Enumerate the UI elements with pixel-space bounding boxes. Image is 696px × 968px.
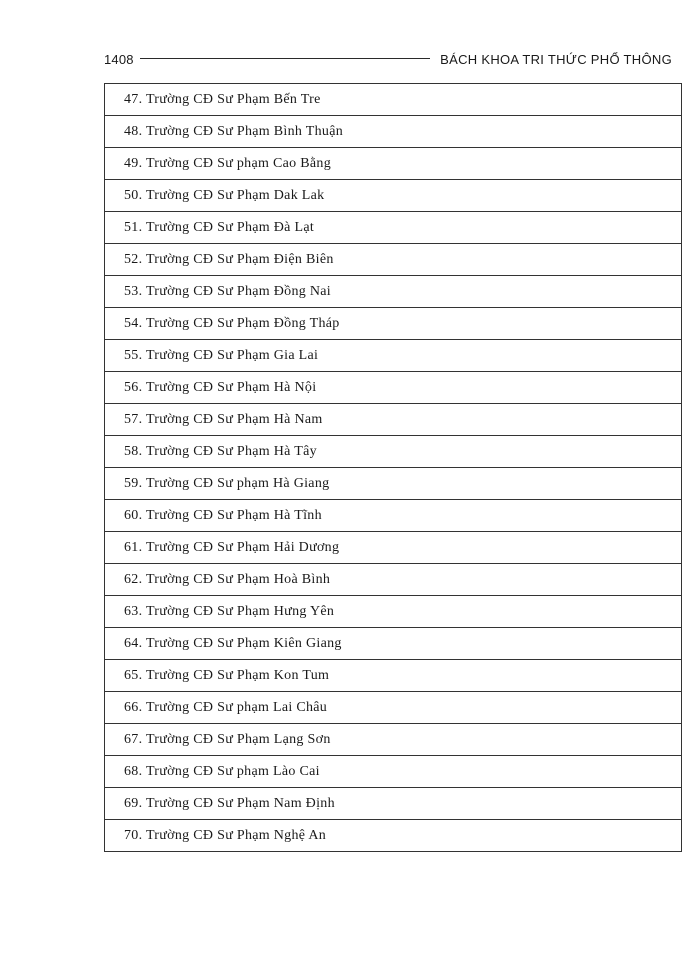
college-name: 51. Trường CĐ Sư Phạm Đà Lạt [124, 219, 315, 235]
table-row [105, 404, 681, 436]
college-name: 57. Trường CĐ Sư Phạm Hà Nam [124, 411, 323, 427]
table-row [105, 564, 681, 596]
table-row [105, 596, 681, 628]
college-name: 56. Trường CĐ Sư Phạm Hà Nội [124, 379, 317, 395]
running-title: BÁCH KHOA TRI THỨC PHỔ THÔNG [440, 51, 672, 67]
table-row [105, 84, 681, 116]
page-header [104, 49, 672, 69]
college-name: 54. Trường CĐ Sư Phạm Đồng Tháp [124, 315, 340, 331]
college-name: 65. Trường CĐ Sư Phạm Kon Tum [124, 667, 330, 683]
college-name: 52. Trường CĐ Sư Phạm Điện Biên [124, 251, 334, 267]
table-row [105, 340, 681, 372]
table-row [105, 436, 681, 468]
table-row [105, 212, 681, 244]
college-name: 66. Trường CĐ Sư phạm Lai Châu [124, 699, 328, 715]
table-row [105, 532, 681, 564]
college-name: 47. Trường CĐ Sư Phạm Bến Tre [124, 91, 321, 107]
table-row [105, 116, 681, 148]
college-name: 55. Trường CĐ Sư Phạm Gia Lai [124, 347, 319, 363]
page-number: 1408 [104, 51, 134, 67]
college-name: 62. Trường CĐ Sư Phạm Hoà Bình [124, 571, 331, 587]
table-row [105, 148, 681, 180]
table-row [105, 756, 681, 788]
college-name: 58. Trường CĐ Sư Phạm Hà Tây [124, 443, 317, 459]
table-row [105, 500, 681, 532]
table-row [105, 308, 681, 340]
college-name: 59. Trường CĐ Sư phạm Hà Giang [124, 475, 330, 491]
table-row [105, 244, 681, 276]
college-name: 63. Trường CĐ Sư Phạm Hưng Yên [124, 603, 335, 619]
table-row [105, 724, 681, 756]
college-name: 48. Trường CĐ Sư Phạm Bình Thuận [124, 123, 344, 139]
header-rule [140, 58, 430, 59]
table-row [105, 468, 681, 500]
college-name: 61. Trường CĐ Sư Phạm Hải Dương [124, 539, 340, 555]
college-name: 49. Trường CĐ Sư phạm Cao Bằng [124, 155, 331, 171]
college-name: 64. Trường CĐ Sư Phạm Kiên Giang [124, 635, 342, 651]
college-name: 69. Trường CĐ Sư Phạm Nam Định [124, 795, 335, 811]
table-row [105, 180, 681, 212]
college-list-table [104, 83, 682, 852]
college-name: 50. Trường CĐ Sư Phạm Dak Lak [124, 187, 325, 203]
table-row [105, 788, 681, 820]
table-row [105, 660, 681, 692]
college-name: 60. Trường CĐ Sư Phạm Hà Tĩnh [124, 507, 322, 523]
table-row [105, 692, 681, 724]
table-row [105, 276, 681, 308]
college-name: 68. Trường CĐ Sư phạm Lào Cai [124, 763, 320, 779]
table-row [105, 372, 681, 404]
college-name: 67. Trường CĐ Sư Phạm Lạng Sơn [124, 731, 331, 747]
college-name: 70. Trường CĐ Sư Phạm Nghệ An [124, 827, 327, 843]
table-row [105, 628, 681, 660]
college-name: 53. Trường CĐ Sư Phạm Đồng Nai [124, 283, 331, 299]
table-row [105, 820, 681, 852]
